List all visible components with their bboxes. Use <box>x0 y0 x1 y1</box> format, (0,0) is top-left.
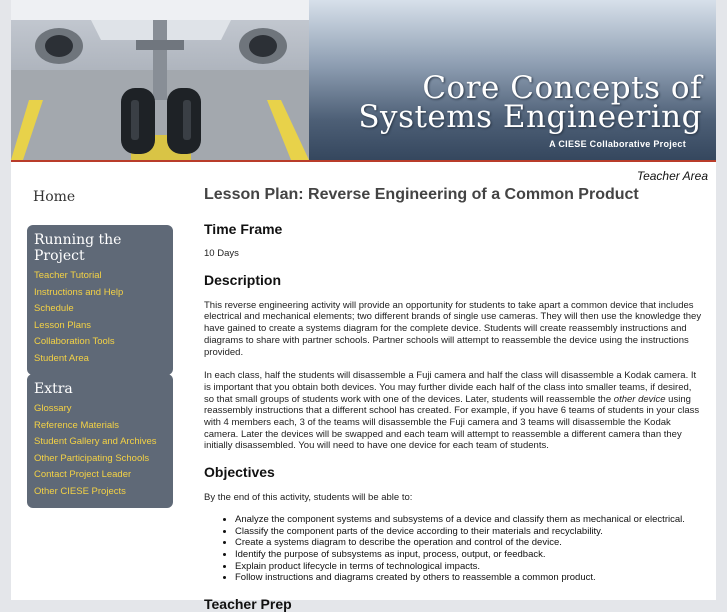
objective-item: • Create a systems diagram to describe the operation and control of the device. <box>235 537 704 549</box>
home-link[interactable]: Home <box>33 189 76 205</box>
objective-item: • Classify the component parts of the device according to their materials and recyclability. <box>235 526 704 538</box>
nav-lesson-plans[interactable]: Lesson Plans <box>34 319 92 331</box>
objectives-heading: Objectives <box>204 464 275 481</box>
description-heading: Description <box>204 271 282 288</box>
nav-student-area[interactable]: Student Area <box>34 352 89 364</box>
header-banner <box>11 0 716 160</box>
nav-collaboration-tools[interactable]: Collaboration Tools <box>34 336 115 347</box>
description-paragraph-1: This reverse engineering activity will provide an opportunity for students to take apart a common device that includes electrical and mechanical elements; two different brands of single use cameras. They will then use the knowledge they have gained to create a systems diagram for the complete device. Students will create reassembly instructions and diagrams to share with partner schools. Partner schools will attempt to reassemble the device using the instructions provided. <box>204 299 702 358</box>
description-p2-end: using reassembly instructions that a different school has created. For example, if you have 6 teams of students in your class with 4 members each, 3 of the teams will disassemble the Fuji camera and 3 teams will disassemble the Kodak camera. Later the devices will be swapped and each team will attempt to reassemble a different camera than they initially disassembled. You will need to have one device for each team of students. <box>204 393 700 452</box>
nav-teacher-tutorial[interactable]: Teacher Tutorial <box>34 270 102 281</box>
nav-participating-schools[interactable]: Other Participating Schools <box>34 452 150 464</box>
objective-item: • Explain product lifecycle in terms of technological impacts. <box>235 561 704 573</box>
site-subtitle: A CIESE Collaborative Project <box>549 139 686 149</box>
extra-nav <box>27 374 173 508</box>
title-panel <box>309 0 716 160</box>
area-label: Teacher Area <box>636 169 708 183</box>
objectives-intro: By the end of this activity, students will be able to: <box>204 492 413 504</box>
description-p2-emphasis: other device <box>613 393 666 405</box>
page-title: Lesson Plan: Reverse Engineering of a Common Product <box>204 186 639 203</box>
teacher-prep-heading: Teacher Prep <box>204 596 292 612</box>
description-paragraph-2 <box>204 370 704 452</box>
nav-contact-leader[interactable]: Contact Project Leader <box>34 469 132 480</box>
nav-reference-materials[interactable]: Reference Materials <box>34 419 120 431</box>
objectives-list <box>204 514 704 584</box>
nav-instructions-help[interactable]: Instructions and Help <box>34 286 124 298</box>
nav-ciese-projects[interactable]: Other CIESE Projects <box>34 485 126 497</box>
nav-glossary[interactable]: Glossary <box>34 403 72 414</box>
airplane-landing-gear-photo <box>11 0 309 160</box>
nav-student-gallery[interactable]: Student Gallery and Archives <box>34 436 157 447</box>
nav-schedule[interactable]: Schedule <box>34 303 74 314</box>
nav-heading-extra: Extra <box>34 381 73 397</box>
page <box>11 0 716 612</box>
site-title <box>322 70 702 135</box>
nav-heading-running: Running the Project <box>34 232 122 264</box>
running-project-nav <box>27 225 173 375</box>
site-title-line1: Core Concepts of <box>422 70 702 106</box>
timeframe-heading: Time Frame <box>204 221 283 237</box>
timeframe-value: 10 Days <box>204 248 239 259</box>
objective-item: • Identify the purpose of subsystems as input, process, output, or feedback. <box>235 549 704 561</box>
header-divider <box>11 160 716 162</box>
description-p2-start: In each class, half the students will disassemble a Fuji camera and half the class will disassemble a Kodak camera. It is important that you obtain both devices. You may further divide each half of the class into smaller teams, if desired, so that small groups of students work with one of the devices. Later, students will reassemble the <box>204 370 697 405</box>
main-content <box>204 186 704 612</box>
objective-item: • Analyze the component systems and subsystems of a device and classify them as mechanical or electrical. <box>235 514 704 526</box>
objective-item: • Follow instructions and diagrams created by others to reassemble a common product. <box>235 572 704 584</box>
site-title-line2: Systems Engineering <box>358 99 702 135</box>
